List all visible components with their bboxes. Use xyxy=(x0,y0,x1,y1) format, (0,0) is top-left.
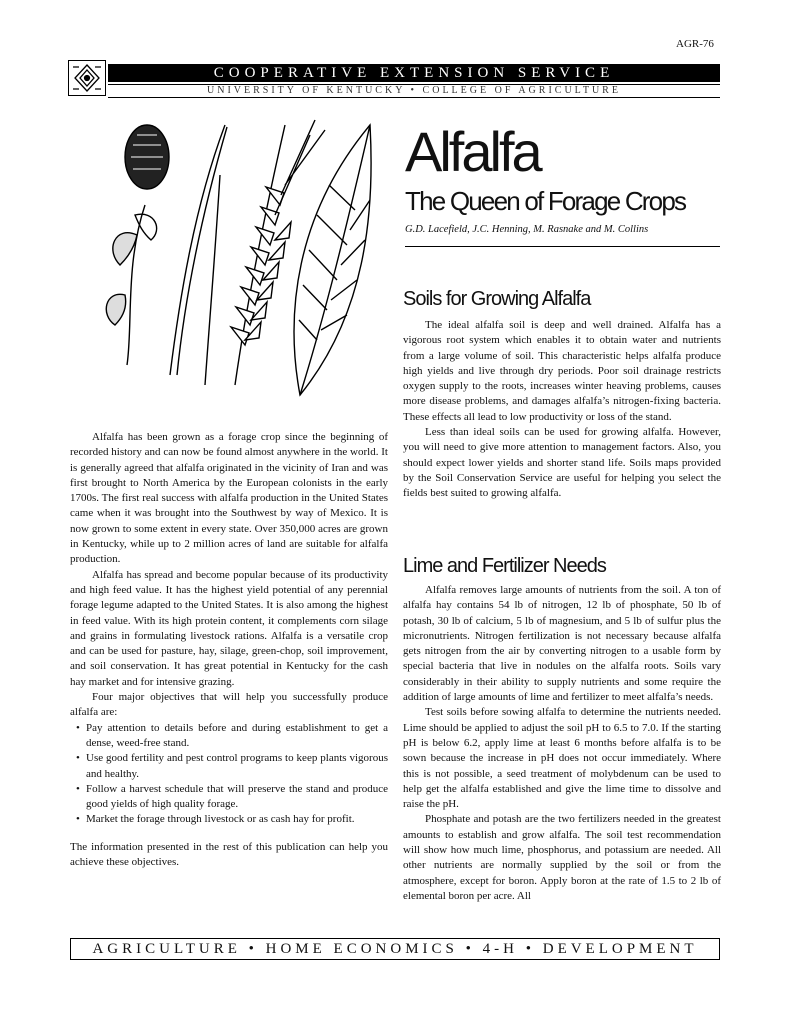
paragraph: Alfalfa removes large amounts of nutrients from the soil. A ton of alfalfa hay contains 54 lb of nitrogen, 12 lb of phosphate, 50 lb of potash, 30 lb of calcium, 5 lb of magnesium, and 5 lb of sulfur plus the micronutrients. Nitrogen fertilization is not necessary because alfalfa gets nitrogen from the air by converting nitrogen to a usable form by special bacteria that live in nodules on the alfalfa roots. Soils vary considerably in their ability to supply nutrients and some require the addition of large amounts of lime and fertilizer to meet alfalfa’s needs. xyxy=(403,584,721,704)
paragraph: Less than ideal soils can be used for growing alfalfa. However, you will need to give more attention to management factors. Also, you should expect lower yields and shorter stand life. Soils maps provided by the Soil Conservation Service are useful for helping you select the fields best suited to growing alfalfa. xyxy=(403,426,721,500)
section-body-lime xyxy=(403,583,721,904)
header-subline: UNIVERSITY OF KENTUCKY • COLLEGE OF AGRICULTURE xyxy=(108,84,720,98)
objectives-list xyxy=(70,721,388,828)
footer-banner: AGRICULTURE • HOME ECONOMICS • 4-H • DEVELOPMENT xyxy=(70,938,720,960)
extension-logo-icon xyxy=(68,60,106,96)
paragraph: Four major objectives that will help you successfully produce alfalfa are: xyxy=(70,691,388,719)
page-title: Alfalfa xyxy=(405,120,540,183)
list-item: • Market the forage through livestock or as cash hay for profit. xyxy=(70,812,388,827)
list-item: • Follow a harvest schedule that will preserve the stand and produce good yields of high quality forage. xyxy=(70,782,388,813)
forage-plants-illustration xyxy=(85,115,385,405)
intro-column xyxy=(70,430,388,870)
page-subtitle: The Queen of Forage Crops xyxy=(405,186,686,216)
paragraph: Test soils before sowing alfalfa to determine the nutrients needed. Lime should be applied to adjust the soil pH to 6.5 to 7.0. If the starting pH is below 6.2, apply lime at least 6 months before alfalfa is to be sown because the increase in pH does not occur immediately. Where this is not possible, a seed treatment of molybdenum can be used to help get the alfalfa established and give the lime time to dissolve and raise the pH. xyxy=(403,706,721,811)
paragraph: The ideal alfalfa soil is deep and well drained. Alfalfa has a vigorous root system which enables it to obtain water and nutrients from a large volume of soil. This characteristic helps alfalfa produce high yields and live through dry periods. Poor soil drainage restricts oxygen supply to the roots, increases winter heaving problems, causes more disease problems, and damages alfalfa’s nitrogen-fixing bacteria. These effects all lead to low productivity or loss of the stand. xyxy=(403,319,721,423)
header-band: COOPERATIVE EXTENSION SERVICE xyxy=(108,64,720,82)
paragraph: Alfalfa has been grown as a forage crop since the beginning of recorded history and can now be found almost anywhere in the world. It is generally agreed that alfalfa originated in the vicinity of Iran and was first brought to North America by the European colonists in the early 1700s. The first real success with alfalfa production in the United States came when it was brought into the Southwest by way of Mexico. It is now grown to some extent in every state. Over 350,000 acres are grown in Kentucky, while up to 2 million acres of land are suitable for alfalfa production. xyxy=(70,431,388,566)
list-item: • Use good fertility and pest control programs to keep plants vigorous and healthy. xyxy=(70,751,388,782)
title-divider xyxy=(405,246,720,247)
section-heading-lime: Lime and Fertilizer Needs xyxy=(403,555,606,577)
paragraph: Phosphate and potash are the two fertilizers needed in the greatest amounts to establish and grow alfalfa. The soil test recommendation will show how much lime, phosphorus, and potassium are needed. All other nutrients are normally supplied by the soil or from the atmosphere, except for boron. Apply boron at the rate of 1.5 to 2 lb of elemental boron per acre. All xyxy=(403,813,721,902)
document-code: AGR-76 xyxy=(676,38,714,50)
list-item: • Pay attention to details before and during establishment to get a dense, weed-free stand. xyxy=(70,721,388,752)
paragraph: Alfalfa has spread and become popular because of its productivity and high feed value. It has the highest yield potential of any perennial forage legume adapted to the United States. It is also among the highest in feed value. With its high protein content, it complements corn silage and grains in formulating livestock rations. Alfalfa is a versatile crop and can be used for pasture, hay, silage, green-chop, soil improvement, and soil conservation. It has great potential in Kentucky for the cash hay market and for intensive grazing. xyxy=(70,568,388,688)
closing-paragraph: The information presented in the rest of this publication can help you achieve these objectives. xyxy=(70,840,388,869)
section-body-soils xyxy=(403,318,721,502)
section-heading-soils: Soils for Growing Alfalfa xyxy=(403,288,591,310)
authors-line: G.D. Lacefield, J.C. Henning, M. Rasnake and M. Collins xyxy=(405,224,649,235)
